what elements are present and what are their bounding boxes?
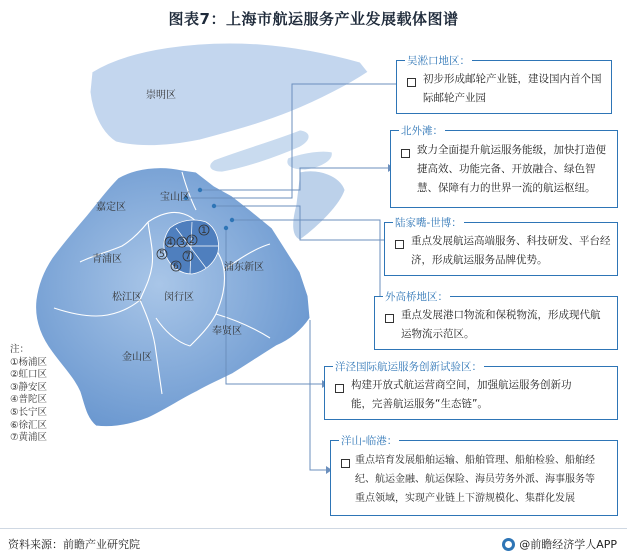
legend-item: ③静安区 — [10, 381, 48, 393]
callout-box-north-bund — [390, 125, 618, 208]
callout-title: 洋泾国际航运服务创新试验区： — [335, 361, 482, 373]
callout-line: 济，形成航运服务品牌优势。 — [411, 254, 548, 266]
callout-line: 运物流示范区。 — [401, 328, 475, 340]
num-5: 5 — [159, 250, 165, 260]
brand-text: @前瞻经济学人APP — [519, 538, 617, 551]
footer-divider — [0, 528, 627, 529]
callout-line: 际邮轮产业园 — [423, 92, 486, 104]
num-7: 7 — [185, 252, 191, 262]
num-4: 4 — [167, 238, 173, 248]
legend-heading: 注： — [10, 344, 30, 355]
callout-line: 能，完善航运服务“生态链”。 — [351, 398, 488, 410]
legend-item: ②虹口区 — [10, 369, 48, 381]
bullet-square — [335, 384, 344, 393]
callout-box-yangshan-lingang — [330, 435, 618, 516]
callout-line: 慧、保障有力的世界一流的航运枢纽。 — [417, 182, 596, 194]
callout-title: 洋山-临港： — [341, 435, 398, 447]
bullet-square — [341, 459, 350, 468]
callout-title: 北外滩： — [401, 125, 443, 137]
label-jiading: 嘉定区 — [96, 202, 126, 213]
callout-line: 初步形成邮轮产业链，建设国内首个国 — [423, 73, 602, 85]
callout-title: 陆家嘴-世博： — [395, 217, 462, 229]
num-6: 6 — [173, 262, 179, 272]
yangtze-island — [293, 171, 345, 240]
callout-title: 外高桥地区： — [385, 291, 448, 303]
district-legend — [10, 344, 47, 445]
label-jinshan: 金山区 — [122, 352, 152, 363]
bullet-square — [401, 149, 410, 158]
bullet-square — [395, 240, 404, 249]
label-baoshan: 宝山区 — [160, 192, 190, 203]
callout-box-wusongkou — [396, 55, 612, 114]
callout-line: 致力全面提升航运服务能级，加快打造便 — [417, 144, 606, 156]
legend-item: ⑤长宁区 — [10, 406, 48, 418]
callout-box-yangjing — [324, 361, 618, 420]
brand-logo-icon — [502, 538, 515, 551]
callout-line: 重点发展港口物流和保税物流，形成现代航 — [401, 309, 601, 321]
legend-item: ①杨浦区 — [10, 356, 48, 368]
legend-item: ⑥徐汇区 — [10, 419, 48, 431]
chongming-island — [90, 43, 368, 146]
callout-line: 构建开放式航运营商空间，加强航运服务创新功 — [351, 379, 572, 391]
callout-box-lujiazui — [384, 217, 618, 276]
legend-item: ⑦黄浦区 — [10, 432, 48, 444]
num-1: 1 — [201, 226, 207, 236]
callout-line: 纪、航运金融、航运保险、海员劳务外派、海事服务等 — [355, 474, 595, 485]
callout-line: 重点培育发展船舶运输、船舶管理、船舶检验、船舶经 — [355, 455, 595, 466]
brand-credit — [502, 536, 617, 552]
source-note: 资料来源：前瞻产业研究院 — [8, 538, 140, 551]
label-minhang: 闵行区 — [164, 292, 194, 303]
hengsha-island — [287, 151, 332, 170]
bullet-square — [407, 78, 416, 87]
label-fengxian: 奉贤区 — [212, 326, 242, 337]
num-3: 3 — [179, 238, 185, 248]
label-qingpu: 青浦区 — [92, 254, 122, 265]
label-pudong: 浦东新区 — [224, 262, 264, 273]
label-chongming: 崇明区 — [146, 90, 176, 101]
page-title: 图表7：上海市航运服务产业发展载体图谱 — [168, 10, 459, 28]
callout-line: 捷高效、功能完备、开放融合、绿色智 — [417, 163, 596, 175]
callout-title: 吴淞口地区： — [407, 55, 470, 67]
callout-line: 重点发展航运高端服务、科技研发、平台经 — [411, 235, 611, 247]
legend-item: ④普陀区 — [10, 394, 48, 406]
callout-box-waigaoqiao — [374, 291, 618, 350]
label-songjiang: 松江区 — [112, 292, 142, 303]
callout-line: 重点领域，实现产业链上下游规模化、集群化发展 — [355, 493, 575, 504]
num-2: 2 — [189, 236, 195, 246]
bullet-square — [385, 314, 394, 323]
